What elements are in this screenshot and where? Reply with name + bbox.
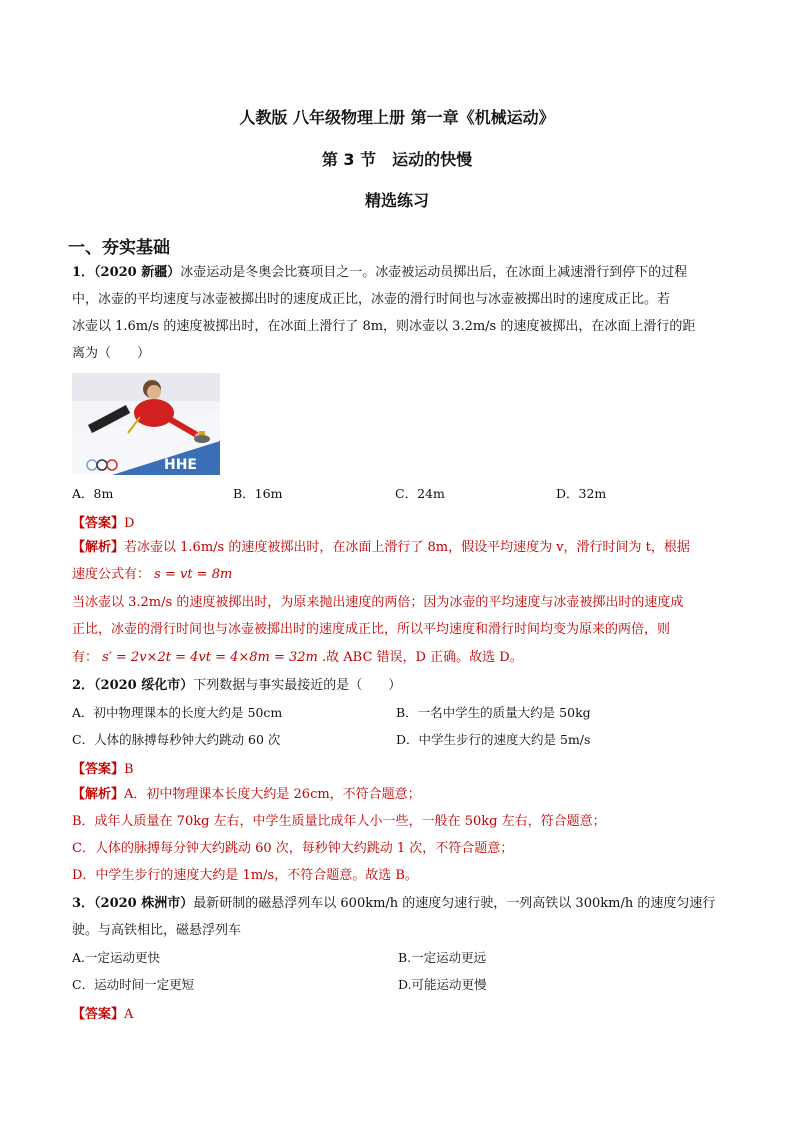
q2-option-b: B．一名中学生的质量大约是 50kg xyxy=(396,705,591,720)
subtitle: 精选练习 xyxy=(364,191,429,210)
q1-line-1: 1．（2020 新疆）冰壶运动是冬奥会比赛项目之一。冰壶被运动员掷出后，在冰面上减速滑行到停下的过程 xyxy=(72,265,688,280)
document-title: 人教版 八年级物理上册 第一章《机械运动》 xyxy=(239,108,555,127)
q1-analysis-1: 【解析】若冰壶以 1.6m/s 的速度被掷出时，在冰面上滑行了 8m，假设平均速度为 v，滑行时间为 t，根据 xyxy=(72,540,690,555)
part-heading: 一、夯实基础 xyxy=(68,238,170,258)
q2-option-c: C．人体的脉搏每秒钟大约跳动 60 次 xyxy=(72,732,281,747)
q2-analysis-1: 【解析】A．初中物理课本长度大约是 26cm，不符合题意； xyxy=(72,787,421,802)
q1-option-c: C．24m xyxy=(395,486,445,501)
q3-option-a: A.一定运动更快 xyxy=(72,950,161,965)
q1-formula-2: s′ = 2v×2t = 4vt = 4×8m = 32m xyxy=(102,650,318,665)
svg-text:HHE: HHE xyxy=(164,457,197,473)
q2-stem: 2．（2020 绥化市）下列数据与事实最接近的是（ ） xyxy=(72,678,402,693)
q1-tag: 1．（2020 新疆） xyxy=(72,265,181,280)
q2-analysis-4: D．中学生步行的速度大约是 1m/s，不符合题意。故选 B。 xyxy=(72,868,418,883)
curling-illustration xyxy=(72,373,220,475)
q2-answer: 【答案】B xyxy=(72,762,134,777)
q1-line-4: 离为（ ） xyxy=(72,346,151,361)
q1-analysis-5: 有： s′ = 2v×2t = 4vt = 4×8m = 32m .故 ABC 错误，D 正确。故选 D。 xyxy=(72,650,523,665)
q1-option-a: A．8m xyxy=(72,486,114,501)
curling-photo xyxy=(72,373,220,475)
q3-option-b: B.一定运动更远 xyxy=(398,950,487,965)
q1-analysis-2: 速度公式有： s = vt = 8m xyxy=(72,567,233,582)
q1-analysis-4: 正比，冰壶的滑行时间也与冰壶被掷出时的速度成正比，所以平均速度和滑行时间均变为原来的两倍，则 xyxy=(72,622,671,637)
q1-option-b: B．16m xyxy=(233,486,283,501)
q2-option-d: D．中学生步行的速度大约是 5m/s xyxy=(396,732,591,747)
q2-analysis-2: B．成年人质量在 70kg 左右，中学生质量比成年人小一些，一般在 50kg 左右，符合题意； xyxy=(72,814,606,829)
q1-line-2: 中，冰壶的平均速度与冰壶被掷出时的速度成正比，冰壶的滑行时间也与冰壶被掷出时的速度成正比。若 xyxy=(72,292,671,307)
q3-line-1: 3．（2020 株洲市）最新研制的磁悬浮列车以 600km/h 的速度匀速行驶，一列高铁以 300km/h 的速度匀速行 xyxy=(72,896,716,911)
q2-analysis-3: C．人体的脉搏每分钟大约跳动 60 次，每秒钟大约跳动 1 次，不符合题意； xyxy=(72,841,514,856)
q3-tag: 3．（2020 株洲市） xyxy=(72,896,194,911)
q3-answer: 【答案】A xyxy=(72,1007,134,1022)
q3-option-d: D.可能运动更慢 xyxy=(398,977,487,992)
section-title: 第 3 节 运动的快慢 xyxy=(321,150,473,169)
q2-option-a: A．初中物理课本的长度大约是 50cm xyxy=(72,705,283,720)
q2-tag: 2．（2020 绥化市） xyxy=(72,678,194,693)
q1-formula-1: s = vt = 8m xyxy=(154,567,233,582)
q1-answer: 【答案】D xyxy=(72,516,135,531)
q3-line-2: 驶。与高铁相比，磁悬浮列车 xyxy=(72,923,242,938)
q1-option-d: D．32m xyxy=(556,486,607,501)
q1-line-3: 冰壶以 1.6m/s 的速度被掷出时，在冰面上滑行了 8m，则冰壶以 3.2m/s 的速度被掷出，在冰面上滑行的距 xyxy=(72,319,696,334)
q3-option-c: C．运动时间一定更短 xyxy=(72,977,195,992)
q1-analysis-3: 当冰壶以 3.2m/s 的速度被掷出时，为原来抛出速度的两倍；因为冰壶的平均速度与冰壶被掷出时的速度成 xyxy=(72,595,684,610)
